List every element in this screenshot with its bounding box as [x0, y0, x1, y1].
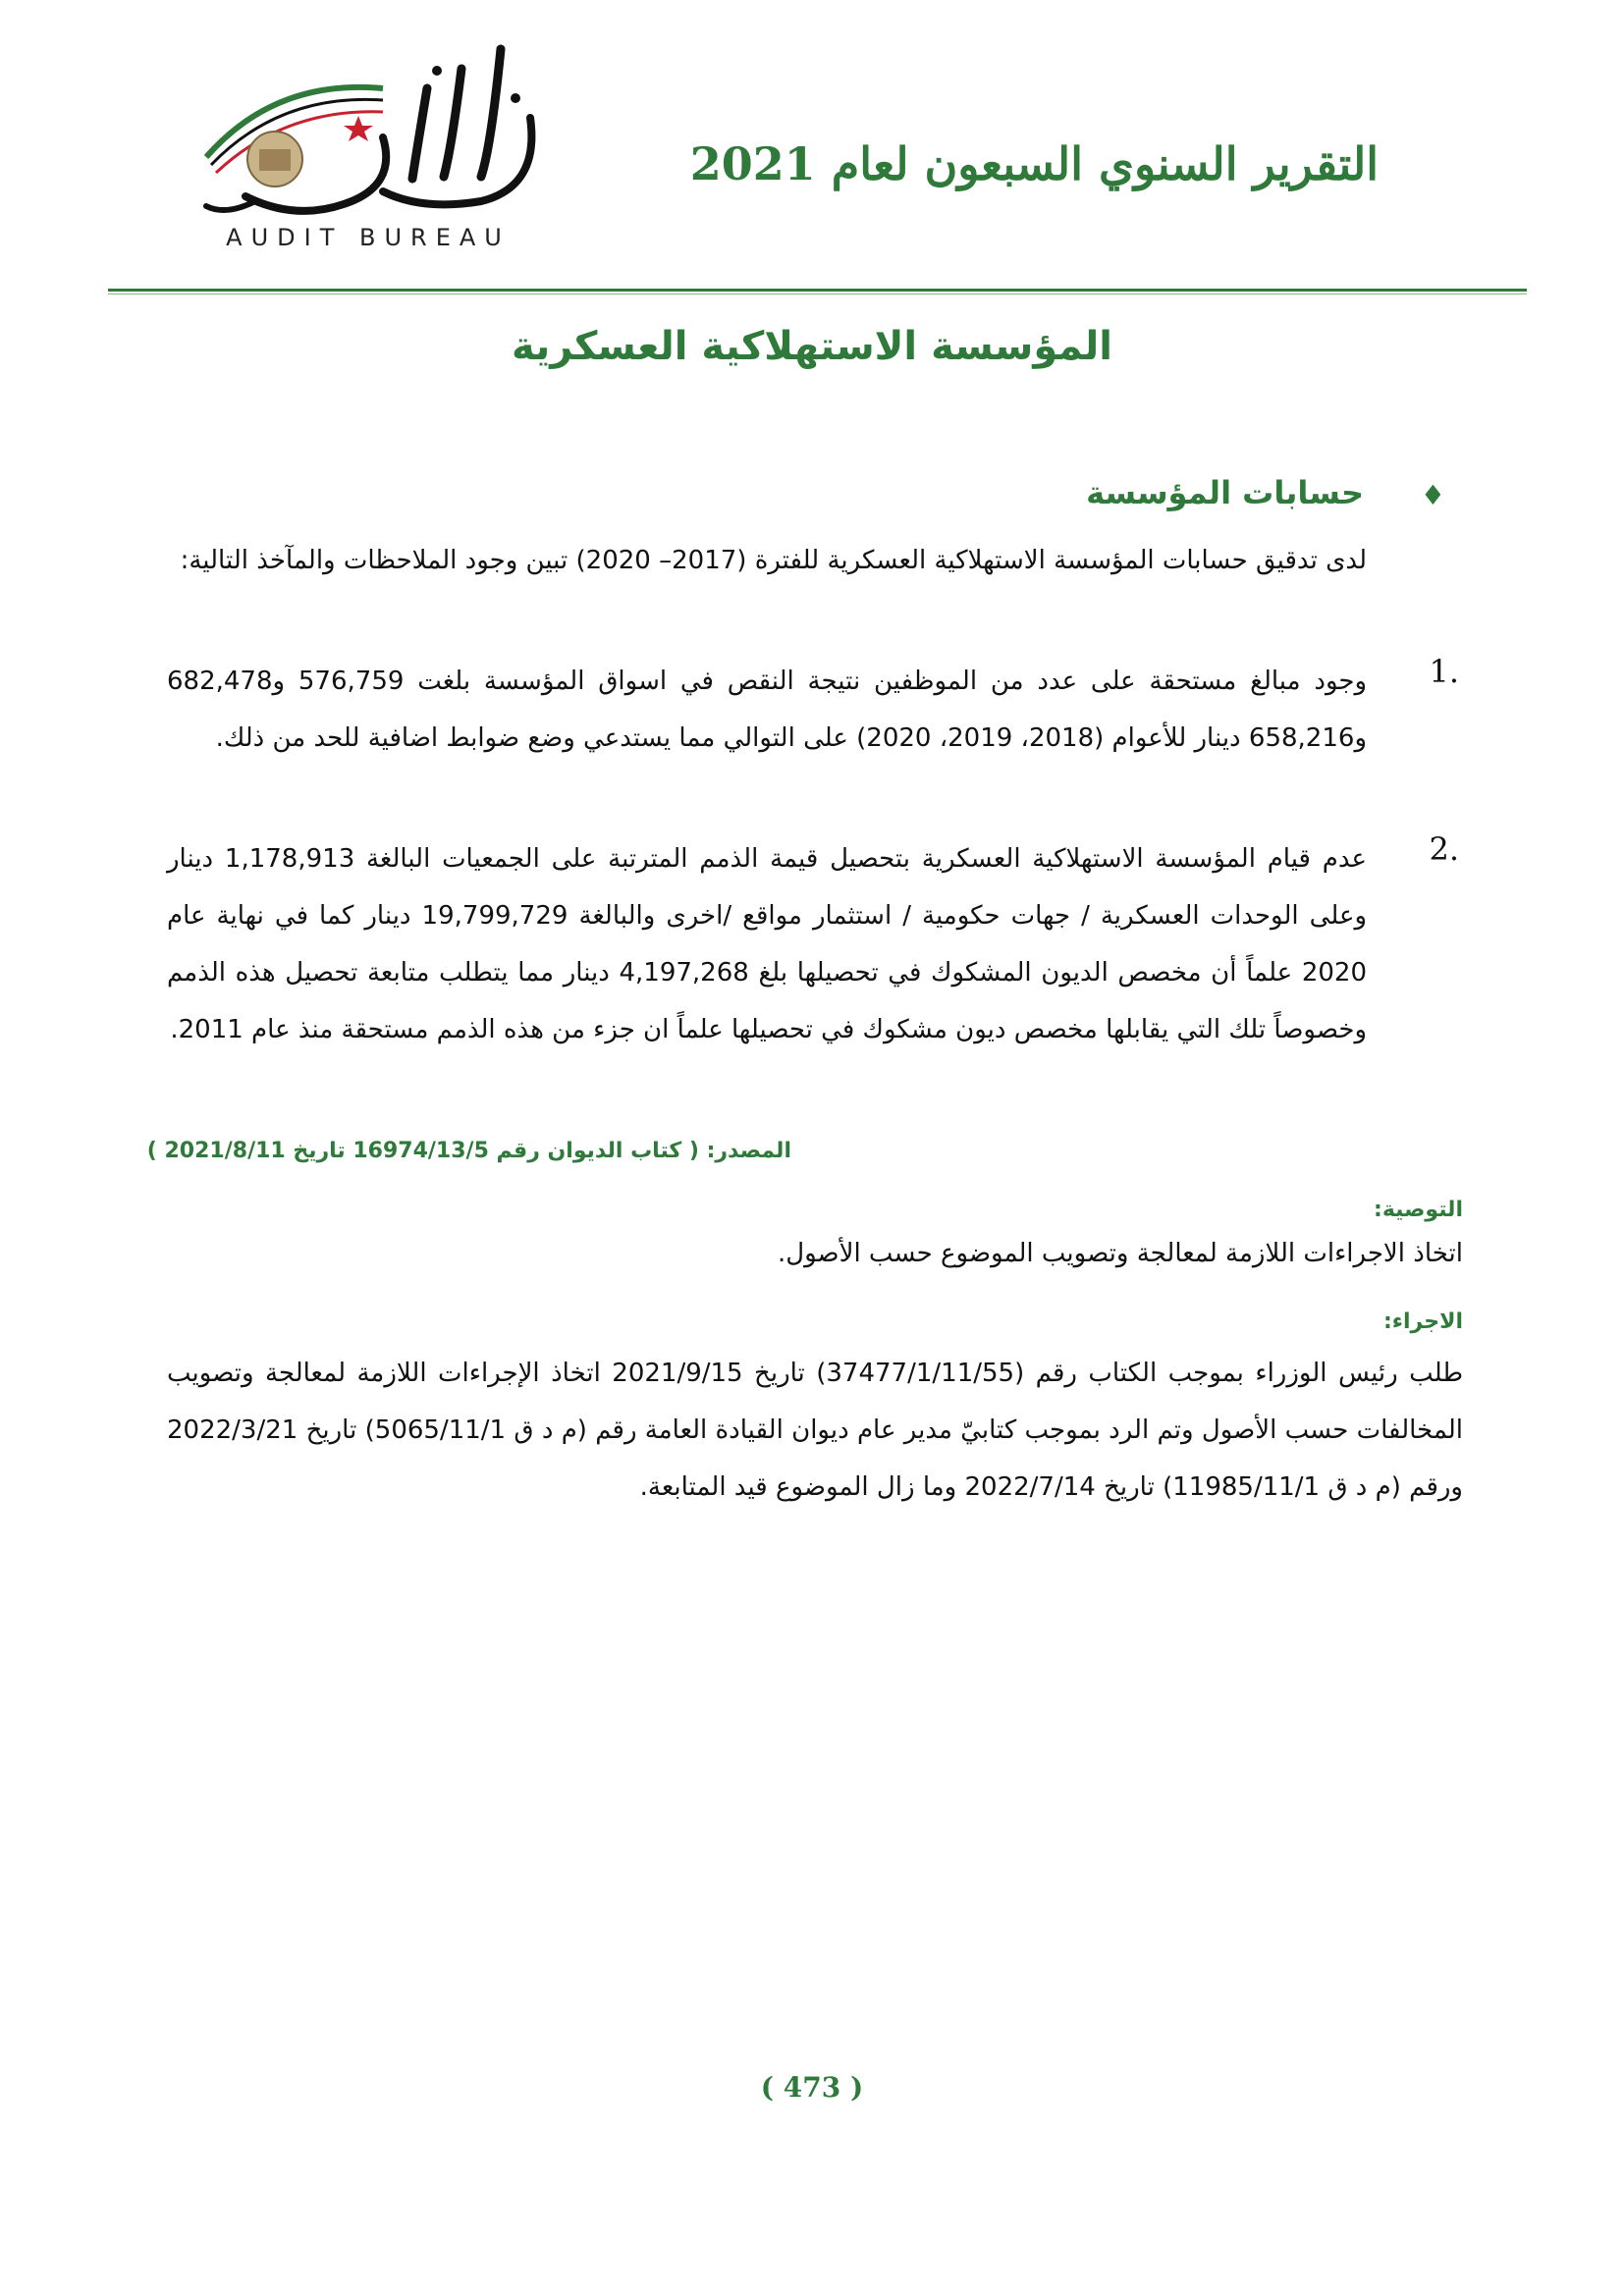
list-item: وجود مبالغ مستحقة على عدد من الموظفين نتيجة النقص في اسواق المؤسسة بلغت 576,759 و682,478 و658,216 دينار للأعوام (2018، 2019، 2020) على التوالي مما يستدعي وضع ضوابط اضافية للحد من ذلك. — [167, 667, 1367, 753]
page-number: ( 473 ) — [760, 2071, 864, 2104]
logo-subtitle: AUDIT BUREAU — [226, 224, 511, 251]
recommendation-label: التوصية: — [1374, 1198, 1463, 1222]
audit-bureau-logo — [187, 29, 560, 255]
source-note: المصدر: ( كتاب الديوان رقم 16974/13/5 تاريخ 2021/8/11 ) — [146, 1139, 791, 1163]
action-label: الاجراء: — [1382, 1309, 1463, 1334]
bullet-icon: ♦ — [1420, 479, 1445, 511]
list-item: عدم قيام المؤسسة الاستهلاكية العسكرية بتحصيل قيمة الذمم المترتبة على الجمعيات البالغة 1,178,913 دينار وعلى الوحدات العسكرية / جهات حكومية / استثمار مواقع /اخرى والبالغة 19,799,729 دينار كما في نهاية عام 2020 علماً أن مخصص الديون المشكوك في تحصيلها بلغ 4,197,268 دينار مما يتطلب متابعة تحصيل هذه الذمم وخصوصاً تلك التي يقابلها مخصص ديون مشكوك في تحصيلها علماً ان جزء من هذه الذمم مستحقة منذ عام 2011. — [167, 844, 1368, 1044]
header-divider — [108, 289, 1527, 292]
list-item-number: 1. — [1429, 653, 1459, 690]
recommendation-text: اتخاذ الاجراءات اللازمة لمعالجة وتصويب الموضوع حسب الأصول. — [777, 1239, 1463, 1268]
report-title: التقرير السنوي السبعون لعام 2021 — [689, 137, 1379, 190]
action-text: طلب رئيس الوزراء بموجب الكتاب رقم (37477/1/11/55) تاريخ 2021/9/15 اتخاذ الإجراءات اللازمة لمعالجة وتصويب المخالفات حسب الأصول وتم الرد بموجب كتابيّ مدير عام ديوان القيادة العامة رقم (م د ق 5065/11/1) تاريخ 2022/3/21 ورقم (م د ق 11985/11/1) تاريخ 2022/7/14 وما زال الموضوع قيد المتابعة. — [167, 1359, 1464, 1502]
list-item-number: 2. — [1429, 830, 1459, 868]
intro-paragraph: لدى تدقيق حسابات المؤسسة الاستهلاكية العسكرية للفترة (2017– 2020) تبين وجود الملاحظات والمآخذ التالية: — [180, 546, 1367, 575]
section-heading: حسابات المؤسسة — [1086, 474, 1364, 511]
page-heading: المؤسسة الاستهلاكية العسكرية — [512, 324, 1112, 369]
